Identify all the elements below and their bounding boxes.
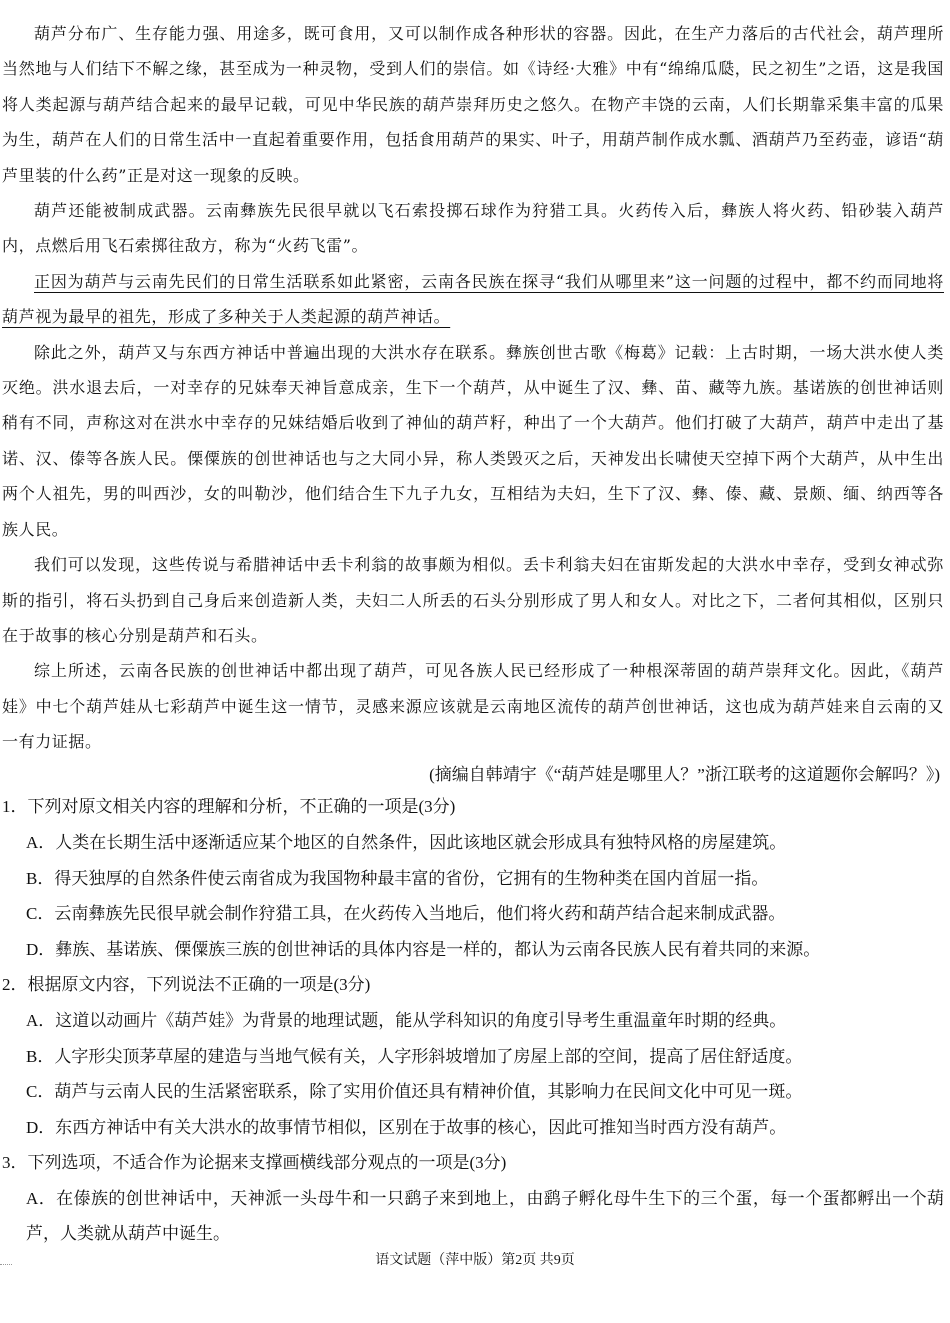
passage-paragraph-4: 除此之外，葫芦又与东西方神话中普遍出现的大洪水存在联系。彝族创世古歌《梅葛》记载：上古时期，一场大洪水使人类灭绝。洪水退去后，一对幸存的兄妹奉天神旨意成亲，生下一个葫芦，从中诞生了汉、彝、苗、藏等九族。基诺族的创世神话则稍有不同，声称这对在洪水中幸存的兄妹结婚后收到了神仙的葫芦籽，种出了一个大葫芦。他们打破了大葫芦，葫芦中走出了基诺、汉、傣等各族人民。傈僳族的创世神话也与之大同小异，称人类毁灭之后，天神发出长啸使天空掉下两个大葫芦，从中生出两个人祖先，男的叫西沙，女的叫勒沙，他们结合生下九子九女，互相结为夫妇，生下了汉、彝、傣、藏、景颇、缅、纳西等各族人民。 bbox=[2, 342, 944, 539]
question-1 bbox=[2, 794, 944, 972]
question-3-option-a: A．在傣族的创世神话中，天神派一头母牛和一只鹞子来到地上，由鹞子孵化母牛生下的三个蛋，每一个蛋都孵出一个葫芦，人类就从葫芦中诞生。 bbox=[26, 1189, 944, 1243]
passage-paragraph-2: 葫芦还能被制成武器。云南彝族先民很早就以飞石索投掷石球作为狩猎工具。火药传入后，彝族人将火药、铅砂装入葫芦内，点燃后用飞石索掷往敌方，称为“火药飞雷”。 bbox=[2, 201, 944, 256]
question-2-stem: 2．根据原文内容，下列说法不正确的一项是(3分) bbox=[2, 975, 371, 994]
passage-paragraph-5: 我们可以发现，这些传说与希腊神话中丢卡利翁的故事颇为相似。丢卡利翁夫妇在宙斯发起的大洪水中幸存，受到女神忒弥斯的指引，将石头扔到自己身后来创造新人类，夫妇二人所丢的石头分别形成了男人和女人。对比之下，二者何其相似，区别只在于故事的核心分别是葫芦和石头。 bbox=[2, 555, 944, 645]
questions-section bbox=[2, 794, 944, 1251]
question-3-stem: 3．下列选项，不适合作为论据来支撑画横线部分观点的一项是(3分) bbox=[2, 1153, 507, 1172]
question-2-option-d: D．东西方神话中有关大洪水的故事情节相似，区别在于故事的核心，因此可推知当时西方没有葫芦。 bbox=[26, 1117, 787, 1137]
question-1-stem: 1．下列对原文相关内容的理解和分析，不正确的一项是(3分) bbox=[2, 797, 456, 816]
reading-passage bbox=[2, 16, 944, 760]
passage-source: (摘编自韩靖宇《“葫芦娃是哪里人？”浙江联考的这道题你会解吗？》) bbox=[429, 765, 940, 784]
question-1-option-b: B．得天独厚的自然条件使云南省成为我国物种最丰富的省份，它拥有的生物种类在国内首屈一指。 bbox=[26, 868, 769, 888]
question-3 bbox=[2, 1150, 944, 1251]
question-1-option-d: D．彝族、基诺族、傈僳族三族的创世神话的具体内容是一样的，都认为云南各民族人民有着共同的来源。 bbox=[26, 939, 821, 959]
passage-paragraph-3-underlined: 正因为葫芦与云南先民们的日常生活联系如此紧密，云南各民族在探寻“我们从哪里来”这一问题的过程中，都不约而同地将葫芦视为最早的祖先，形成了多种关于人类起源的葫芦神话。 bbox=[2, 271, 944, 327]
question-2-option-b: B．人字形尖顶茅草屋的建造与当地气候有关，人字形斜坡增加了房屋上部的空间，提高了居住舒适度。 bbox=[26, 1046, 803, 1066]
question-2 bbox=[2, 972, 944, 1150]
passage-paragraph-6: 综上所述，云南各民族的创世神话中都出现了葫芦，可见各族人民已经形成了一种根深蒂固的葫芦崇拜文化。因此，《葫芦娃》中七个葫芦娃从七彩葫芦中诞生这一情节，灵感来源应该就是云南地区流传的葫芦创世神话，这也成为葫芦娃来自云南的又一有力证据。 bbox=[2, 661, 944, 752]
question-2-option-c: C．葫芦与云南人民的生活紧密联系，除了实用价值还具有精神价值，其影响力在民间文化中可见一斑。 bbox=[26, 1082, 803, 1101]
page-footer: 语文试题（萍中版）第2页 共9页 bbox=[375, 1253, 575, 1268]
question-2-option-a: A．这道以动画片《葫芦娃》为背景的地理试题，能从学科知识的角度引导考生重温童年时期的经典。 bbox=[26, 1011, 787, 1030]
question-1-option-c: C．云南彝族先民很早就会制作狩猎工具，在火药传入当地后，他们将火药和葫芦结合起来制成武器。 bbox=[26, 904, 786, 923]
passage-paragraph-1: 葫芦分布广、生存能力强、用途多，既可食用，又可以制作成各种形状的容器。因此，在生产力落后的古代社会，葫芦理所当然地与人们结下不解之缘，甚至成为一种灵物，受到人们的崇信。如《诗经·大雅》中有“绵绵瓜瓞，民之初生”之语，这是我国将人类起源与葫芦结合起来的最早记载，可见中华民族的葫芦崇拜历史之悠久。在物产丰饶的云南，人们长期靠采集丰富的瓜果为生，葫芦在人们的日常生活中一直起着重要作用，包括食用葫芦的果实、叶子，用葫芦制作成水瓢、酒葫芦乃至药壶，谚语“葫芦里装的什么药”正是对这一现象的反映。 bbox=[2, 24, 944, 185]
question-1-option-a: A．人类在长期生活中逐渐适应某个地区的自然条件，因此该地区就会形成具有独特风格的房屋建筑。 bbox=[26, 833, 787, 852]
